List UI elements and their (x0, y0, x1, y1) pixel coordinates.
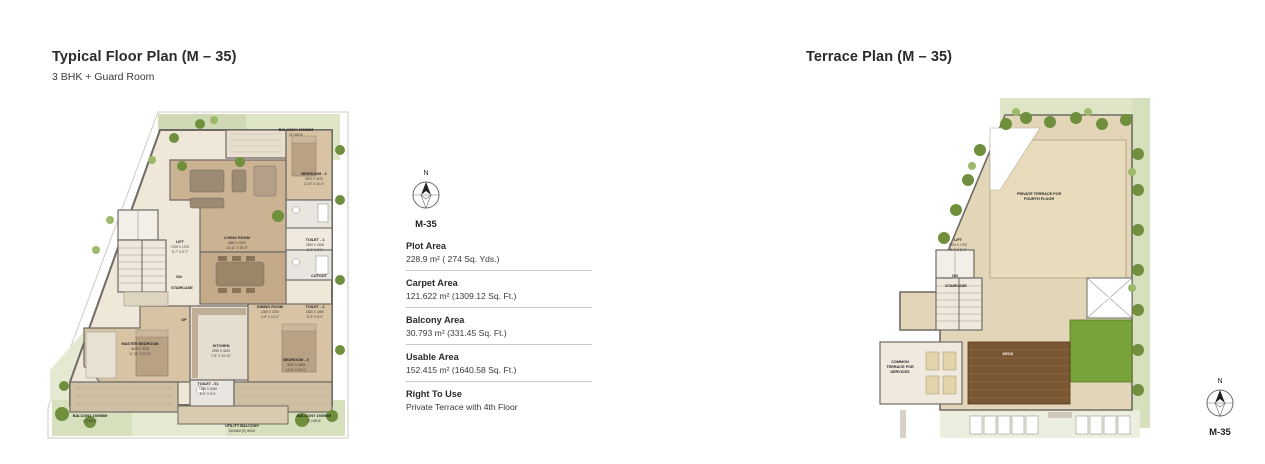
left-plan-title: Typical Floor Plan (M – 35) (52, 49, 237, 65)
compass-icon (1198, 386, 1242, 420)
compass-icon (404, 178, 448, 212)
spec-row-balcony-area (406, 315, 592, 345)
spec-row-right-to-use (406, 389, 592, 418)
room-label-balcony-right: BALCONY 1500MM (5') WIDE (296, 414, 332, 424)
room-label-toilet-1: TOILET - 1 2520 X 1530 8'-3" X 5'-0" (305, 238, 325, 253)
room-label-terrace-lift: LIFT 1700 X 1700 5'-7" X 5'-7" (948, 238, 968, 253)
room-label-staircase: STAIRCASE (171, 286, 193, 290)
room-label-balcony-top: BALCONY 1500MM (5') WIDE (278, 128, 314, 138)
specifications-table (406, 241, 592, 425)
spec-label: Plot Area (406, 241, 446, 251)
room-label-dining-room: DINING ROOM 1350 X 3720 4'-5" X 12'-2" (256, 305, 284, 320)
spec-row-usable-area (406, 352, 592, 382)
spec-label: Balcony Area (406, 315, 465, 325)
room-label-bedroom-2: BEDROOM - 2 3870 X 4270 12'-8" X 14'-0" (301, 172, 327, 187)
compass-left (404, 170, 448, 230)
compass-plan-label: M-35 (1209, 427, 1231, 438)
room-label-toilet-2: TOILET - 2 2520 X 1590 8'-3" X 5'-3" (305, 305, 325, 320)
room-label-deck: DECK (1002, 352, 1014, 356)
compass-north-label: N (1217, 378, 1223, 385)
room-label-cutout: CUTOUT (311, 274, 327, 278)
spec-value: 228.9 m² ( 274 Sq. Yds.) (406, 254, 500, 264)
room-label-utility-balcony: UTILITY BALCONY 1500MM (5') WIDE (224, 424, 260, 434)
left-plan-subtitle: 3 BHK + Guard Room (52, 71, 155, 83)
spec-row-plot-area (406, 241, 592, 271)
spec-value: 30.793 m² (331.45 Sq. Ft.) (406, 328, 507, 338)
spec-label: Carpet Area (406, 278, 458, 288)
room-label-toilet-01: TOILET - 01 1590 X 2440 5'-3" X 8'-0" (197, 382, 219, 397)
room-label-bedroom-3: BEDROOM - 3 3070 X 4005 12'-4" X 13'-1" (283, 358, 309, 373)
spec-value: Private Terrace with 4th Floor (406, 402, 518, 412)
spec-label: Right To Use (406, 389, 462, 399)
room-label-common-terrace: COMMON TERRACE FOR SERVICES (886, 360, 914, 375)
room-label-dn: DN (176, 275, 182, 279)
room-label-living-room: LIVING ROOM 4560 X 9070 14'-11" X 29'-9" (224, 236, 250, 251)
compass-plan-label: M-35 (415, 219, 437, 230)
room-label-astro-turf: ASTRO TURF GRASS LAWN (1089, 296, 1115, 306)
room-label-terrace-staircase: STAIRCASE (945, 284, 967, 288)
room-label-master-bedroom: MASTER BEDROOM 3470 X 3730 17'-11" X 12'-6" (121, 342, 159, 357)
compass-north-label: N (423, 170, 429, 177)
room-label-up: UP (181, 318, 187, 322)
right-plan-title: Terrace Plan (M – 35) (806, 49, 953, 65)
terrace-plan-drawing (840, 80, 1200, 450)
compass-right (1198, 378, 1242, 438)
room-label-kitchen: KITCHEN 2290 X 4220 7'-6" X 13'-10" (210, 344, 232, 359)
room-label-terrace-dn: DN (952, 274, 958, 278)
room-label-balcony-left: BALCONY 1500MM (5') WIDE (72, 414, 108, 424)
spec-label: Usable Area (406, 352, 459, 362)
room-label-private-terrace: PRIVATE TERRACE FOR FOURTH FLOOR (1016, 192, 1062, 202)
spec-value: 152.415 m² (1640.58 Sq. Ft.) (406, 365, 517, 375)
spec-row-carpet-area (406, 278, 592, 308)
room-label-lift: LIFT 1700 X 1700 5'-7" X 5'-7" (170, 240, 190, 255)
spec-value: 121.622 m² (1309.12 Sq. Ft.) (406, 291, 517, 301)
